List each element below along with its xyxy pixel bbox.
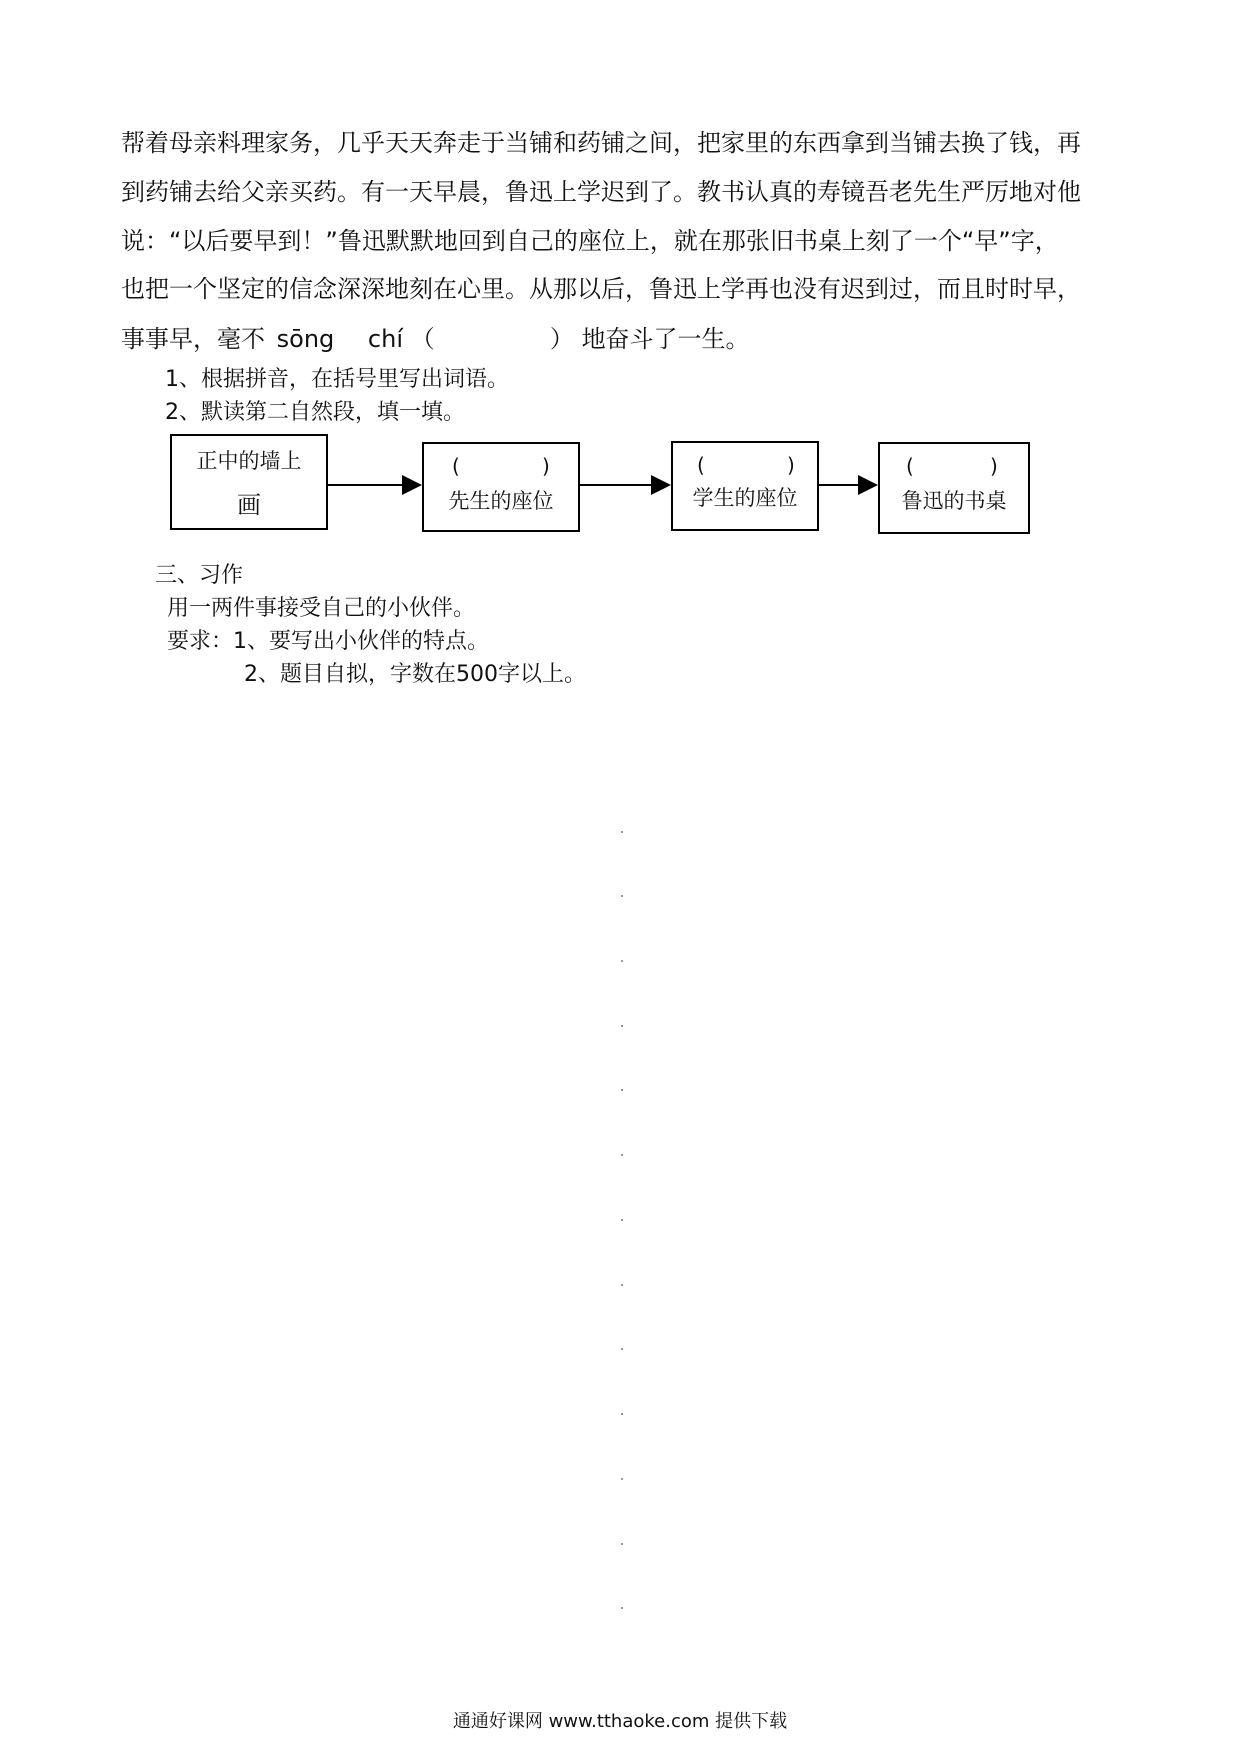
writing-requirement-2: 2、题目自拟，字数在500字以上。 <box>244 662 586 687</box>
writing-prompt: 用一两件事接受自己的小伙伴。 <box>167 596 476 621</box>
footer-credit: 通通好课网 www.tthaoke.com 提供下载 <box>452 1711 788 1732</box>
flow-box-desk-paren-close: ) <box>990 454 998 478</box>
flow-box-student-paren-close: ) <box>787 453 795 477</box>
flow-box-desk-label: 鲁迅的书桌 <box>901 489 1007 513</box>
writing-requirement-1: 要求：1、要写出小伙伴的特点。 <box>167 629 489 654</box>
answer-close-paren: ） <box>549 325 574 353</box>
pinyin-chi: chí <box>367 325 403 353</box>
answer-open-paren: （ <box>410 325 435 353</box>
passage-line-5-suffix: 地奋斗了一生。 <box>581 325 750 353</box>
passage-line-2: 到药铺去给父亲买药。有一天早晨，鲁迅上学迟到了。教书认真的寿镜吾老先生严厉地对他 <box>121 178 1081 206</box>
writing-heading: 三、习作 <box>155 563 244 588</box>
passage-line-5-prefix: 事事早，毫不 <box>121 325 265 353</box>
flow-box-teacher-paren-open: ( <box>452 454 460 478</box>
flow-box-student-paren-open: ( <box>697 453 705 477</box>
question-1: 1、根据拼音，在括号里写出词语。 <box>165 367 509 392</box>
flow-box-wall-line2: 画 <box>237 491 261 519</box>
flow-box-wall-line1: 正中的墙上 <box>196 449 302 473</box>
flow-arrows <box>0 0 1240 600</box>
passage-line-1: 帮着母亲料理家务，几乎天天奔走于当铺和药铺之间，把家里的东西拿到当铺去换了钱，再 <box>121 129 1081 157</box>
flow-box-teacher-label: 先生的座位 <box>448 489 554 513</box>
question-2: 2、默读第二自然段，填一填。 <box>165 400 465 425</box>
passage-line-3: 说：“以后要早到！”鲁迅默默地回到自己的座位上，就在那张旧书桌上刻了一个“早”字， <box>121 227 1059 255</box>
flow-box-teacher-paren-close: ) <box>542 454 550 478</box>
flow-box-desk-paren-open: ( <box>906 454 914 478</box>
flow-box-student-label: 学生的座位 <box>692 486 798 510</box>
pinyin-song: sōng <box>276 325 335 353</box>
passage-line-4: 也把一个坚定的信念深深地刻在心里。从那以后，鲁迅上学再也没有迟到过，而且时时早， <box>121 275 1081 303</box>
